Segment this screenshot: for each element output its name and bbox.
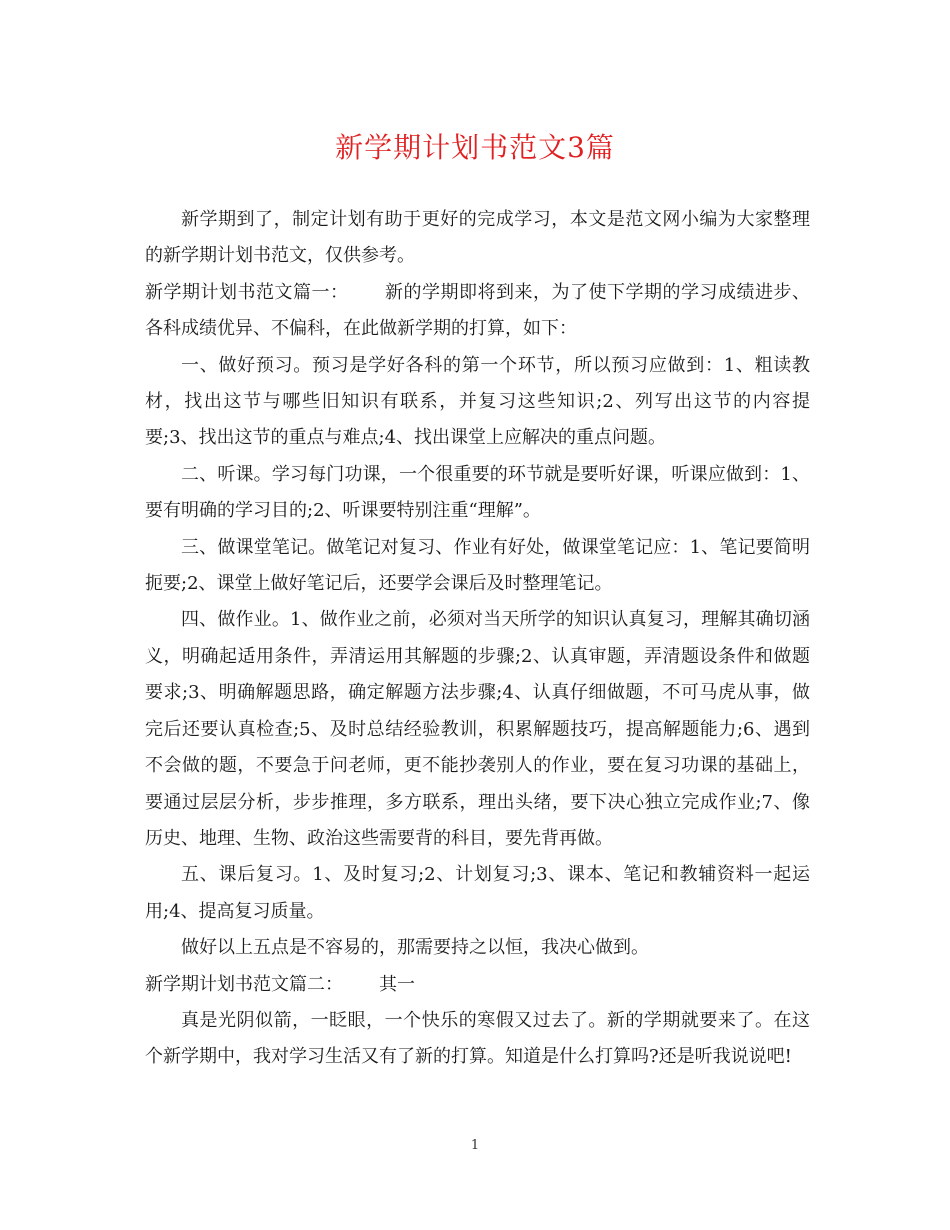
intro-paragraph: 新学期到了，制定计划有助于更好的完成学习，本文是范文网小编为大家整理的新学期计划书范文，仅供参考。: [145, 209, 810, 267]
paragraph-listen: 二、听课。学习每门功课，一个很重要的环节就是要听好课，听课应做到：1、要有明确的学习目的;2、听课要特别注重“理解”。: [145, 463, 810, 522]
paragraph-notes: 三、做课堂笔记。做笔记对复习、作业有好处，做课堂笔记应：1、笔记要简明扼要;2、课堂上做好笔记后，还要学会课后及时整理笔记。: [145, 536, 810, 595]
section-two-paragraph: [145, 967, 810, 1003]
section-two-text: 其一: [379, 973, 415, 995]
paragraph-homework: 四、做作业。1、做作业之前，必须对当天所学的知识认真复习，理解其确切涵义，明确起适用条件，弄清运用其解题的步骤;2、认真审题，弄清题设条件和做题要求;3、明确解题思路，确定解题方法步骤;4、认真仔细做题，不可马虎从事，做完后还要认真检查;5、及时总结经验教训，积累解题技巧，提高解题能力;6、遇到不会做的题，不要急于问老师，更不能抄袭别人的作业，要在复习功课的基础上，要通过层层分析，步步推理，多方联系，理出头绪，要下决心独立完成作业;7、像历史、地理、生物、政治这些需要背的科目，要先背再做。: [145, 609, 810, 849]
page-number: 1: [470, 1138, 480, 1153]
paragraph-preview: 一、做好预习。预习是学好各科的第一个环节，所以预习应做到：1、粗读教材，找出这节与哪些旧知识有联系，并复习这些知识;2、列写出这节的内容提要;3、找出这节的重点与难点;4、找出课堂上应解决的重点问题。: [145, 354, 810, 449]
document-title: 新学期计划书范文3篇: [335, 131, 615, 164]
document-body: [145, 202, 810, 1076]
section-one-label: 新学期计划书范文篇一：: [145, 281, 349, 303]
section-one-paragraph: [145, 275, 810, 348]
paragraph-conclusion: 做好以上五点是不容易的，那需要持之以恒，我决心做到。: [181, 937, 649, 959]
section-two-label: 新学期计划书范文篇二：: [145, 973, 343, 995]
paragraph-review: 五、课后复习。1、及时复习;2、计划复习;3、课本、笔记和教辅资料一起运用;4、提高复习质量。: [145, 864, 810, 922]
section-one-text: 新的学期即将到来，为了使下学期的学习成绩进步、各科成绩优异、不偏科，在此做新学期的打算，如下：: [145, 281, 810, 340]
paragraph-new-term: 真是光阴似箭，一眨眼，一个快乐的寒假又过去了。新的学期就要来了。在这个新学期中，我对学习生活又有了新的打算。知道是什么打算吗?还是听我说说吧!: [145, 1009, 810, 1068]
